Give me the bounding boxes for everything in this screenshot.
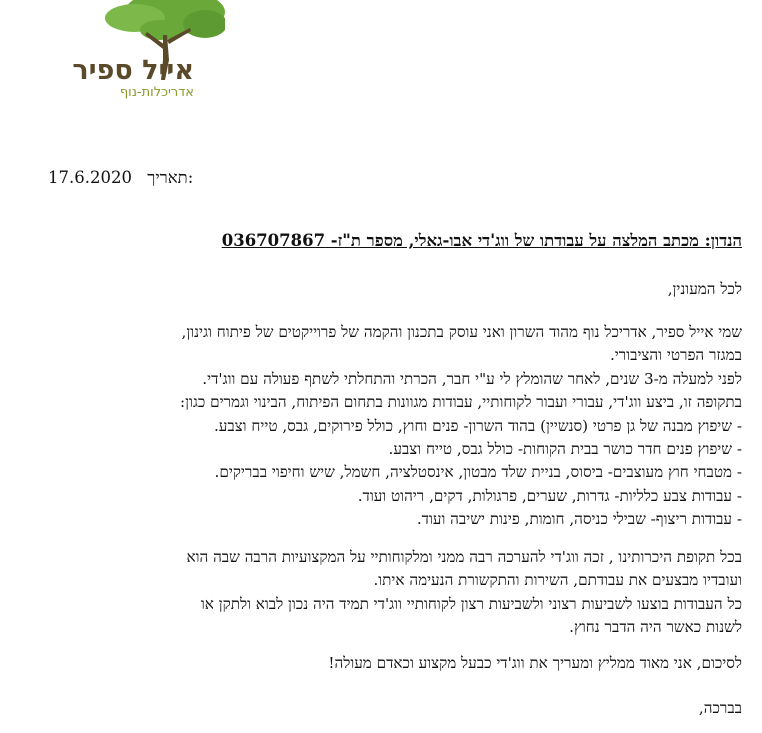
list-item: - שיפוץ פנים חדר כושר בבית הקוחות- כולל גבס, טייח וצבע. [388,440,742,459]
logo-name: אייל ספיר [72,55,194,86]
list-item: - עבודות ריצוף- שבילי כניסה, חומות, פינות ישיבה ועוד. [416,510,742,529]
text-line: במגזר הפרטי והציבורי. [609,346,742,365]
date-value: 17.6.2020 [48,168,132,187]
greeting [40,278,742,301]
summary-line: לסיכום, אני מאוד ממליץ ומעריך את ווג'די כבעל מקצוע וכאדם מעולה! [328,654,742,672]
closing [40,697,742,720]
text-line: לפני למעלה מ-3 שנים, לאחר שהומלץ לי ע"י חבר, הכרתי והתחלתי לשתף פעולה עם ווג'די. [202,369,742,388]
paragraph-introduction [40,321,742,532]
list-item: - עבודות צבע כלליות- גדרות, שערים, פרגולות, דקים, ריהוט ועוד. [357,486,742,505]
text-line: בכל תקופת היכרותינו , זכה ווג'די להערכה רבה ממני ומלקוחותיי על המקצועיות הרבה שבה הוא [186,548,742,566]
logo-subtitle: אדריכלות-נוף [119,85,194,100]
list-item: - מטבחי חוץ מעוצבים- ביסוס, בניית שלד מבטון, אינסטלציה, חשמל, שיש וחיפוי בבריקים. [214,463,742,482]
text-line: ועובדיו מבצעים את עבודתם, השירות והתקשורת הנעימה איתו. [373,571,742,590]
list-item: - שיפוץ מבנה של גן פרטי (סנשיין) בהוד השרון- פנים וחוץ, כולל פירוקים, גבס, טייח וצבע. [213,416,742,435]
text-line: שמי אייל ספיר, אדריכל נוף מהוד השרון ואני עוסק בתכנון והקמה של פרוייקטים של פיתוח וגינון, [181,323,742,341]
text-line: בתקופה זו, ביצע ווג'די, עבורי ועבור לקוחותיי, עבודות מגוונות בתחום הפיתוח, הבינוי וגמרים כגון: [179,393,742,412]
paragraph-appreciation [40,546,742,640]
date-label: תאריך: [147,168,194,187]
closing-line: בברכה, [698,699,742,717]
summary [40,652,742,675]
date-row [48,168,193,188]
text-line: לשנות כאשר היה הדבר נחוץ. [569,618,742,637]
company-logo [55,0,225,105]
letter-subject: הנדון: מכתב המלצה על עבודתו של ווג'די אבו-גאלי, מספר ת"ז- 036707867 [221,231,742,250]
greeting-line: לכל המעונין, [667,280,742,298]
text-line: כל העבודות בוצעו לשביעות רצוני ולשביעות רצון לקוחותיי ווג'די תמיד היה נכון לבוא ולתקן או [200,594,742,613]
